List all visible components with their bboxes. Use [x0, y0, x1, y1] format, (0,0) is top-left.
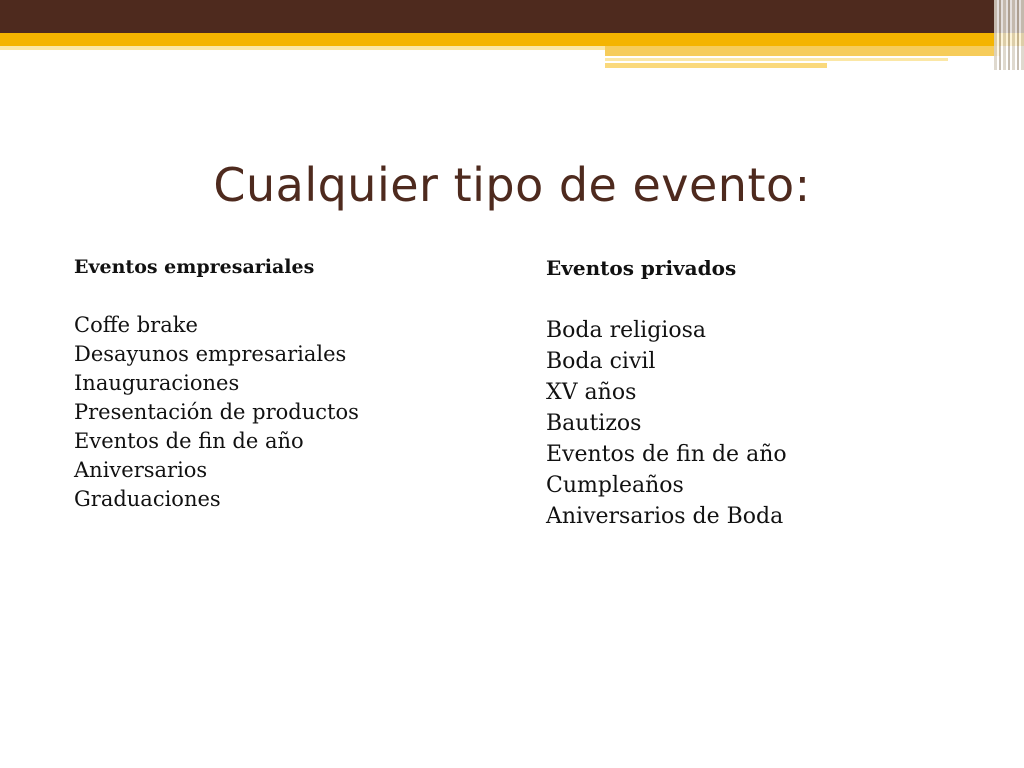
list-item: Boda religiosa	[546, 318, 706, 343]
header-gold-bar	[0, 33, 1024, 46]
header-stripes-decoration	[994, 0, 1024, 70]
list-item: Graduaciones	[74, 487, 221, 511]
header-accent-line	[605, 46, 1000, 56]
list-item: Bautizos	[546, 411, 642, 436]
list-item: Eventos de fin de año	[74, 429, 304, 453]
list-item: Inauguraciones	[74, 371, 240, 395]
right-column	[546, 253, 976, 532]
right-column-list	[546, 315, 976, 532]
list-item: XV años	[546, 380, 637, 405]
list-item: Aniversarios de Boda	[546, 504, 784, 529]
header-accent-line	[605, 58, 948, 61]
header-accent-line	[0, 46, 605, 50]
left-column	[74, 252, 494, 514]
list-item: Boda civil	[546, 349, 656, 374]
list-item: Cumpleaños	[546, 473, 684, 498]
header-accent-line	[605, 63, 827, 68]
left-column-heading: Eventos empresariales	[74, 256, 315, 278]
list-item: Presentación de productos	[74, 400, 359, 424]
header-brown-bar	[0, 0, 1024, 33]
slide-title: Cualquier tipo de evento:	[213, 158, 811, 212]
left-column-list	[74, 311, 494, 514]
list-item: Desayunos empresariales	[74, 342, 347, 366]
list-item: Eventos de fin de año	[546, 442, 787, 467]
list-item: Coffe brake	[74, 313, 198, 337]
right-column-heading: Eventos privados	[546, 256, 737, 280]
list-item: Aniversarios	[74, 458, 208, 482]
